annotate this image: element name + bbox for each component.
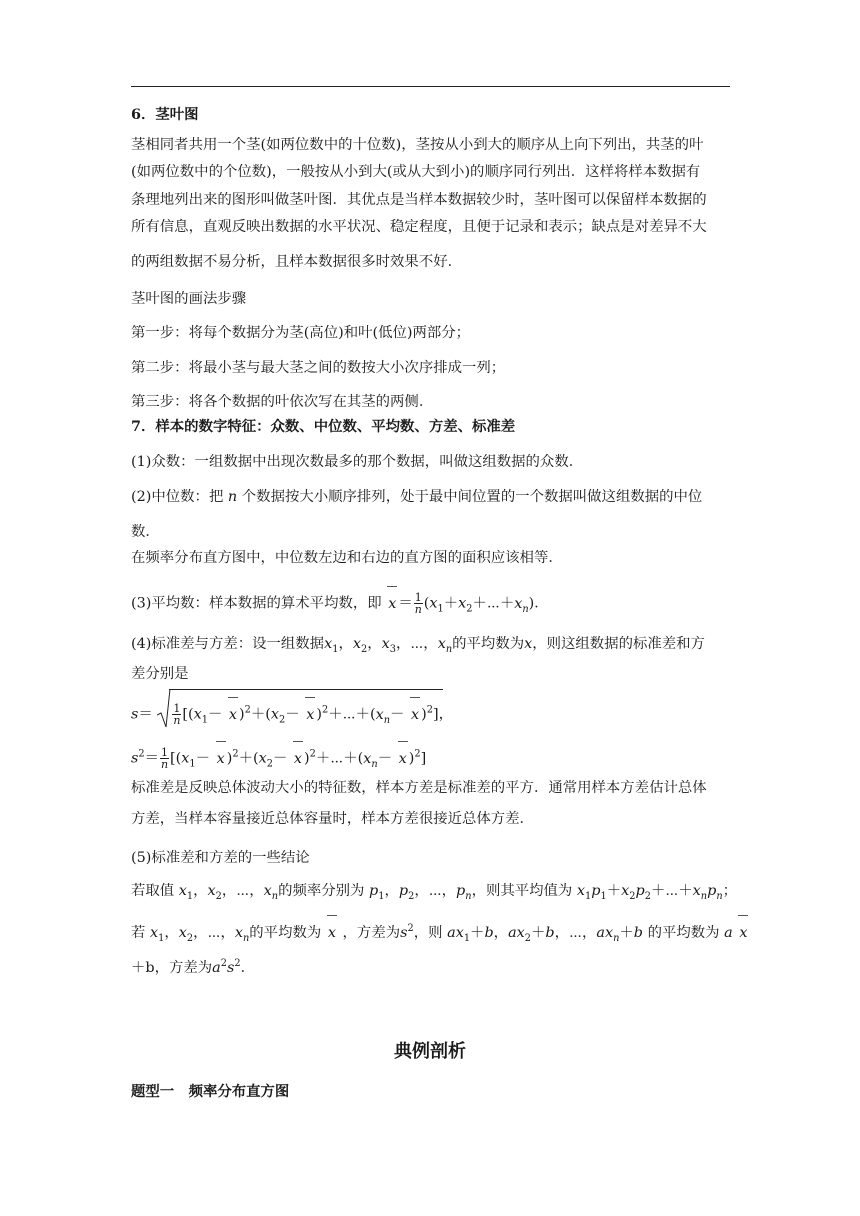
sd-note-line-1: 标准差是反映总体波动大小的特征数，样本方差是标准差的平方．通常用样本方差估计总体 <box>131 780 707 796</box>
step-2: 第二步：将最小茎与最大茎之间的数按大小次序排成一列； <box>131 360 506 376</box>
section-7-heading: 7．样本的数字特征：众数、中位数、平均数、方差、标准差 <box>131 418 516 435</box>
median-definition: (2)中位数：把 n 个数据按大小顺序排列，处于最中间位置的一个数据叫做这组数据的中位 <box>131 489 703 505</box>
median-definition-end: 数． <box>131 524 160 540</box>
sd-note-line-2: 方差，当样本容量接近总体容量时，样本方差很接近总体方差． <box>131 811 534 827</box>
fraction: $\frac{1}{n}$ <box>414 591 422 616</box>
step-3: 第三步：将各个数据的叶依次写在其茎的两侧． <box>131 394 434 410</box>
paragraph-line: 的两组数据不易分析，且样本数据很多时效果不好． <box>131 254 462 270</box>
section-title: 典例剖析 <box>394 1041 466 1062</box>
paragraph-line: (如两位数中的个位数)，一般按从小到大(或从大到小)的顺序同行列出．这样将样本数据有 <box>131 164 701 180</box>
conclusion-2-end: ＋b，方差为$a^2s^2$． <box>131 958 256 976</box>
conclusions-title: (5)标准差和方差的一些结论 <box>131 850 310 866</box>
mean-definition: (3)平均数：样本数据的算术平均数，即 x ＝ $\frac{1}{n}$ $(x_1+x_2+\cdots+x_n)$． <box>131 591 549 616</box>
steps-title: 茎叶图的画法步骤 <box>131 291 247 307</box>
mean-symbol: x <box>388 595 397 612</box>
median-note: 在频率分布直方图中，中位数左边和右边的直方图的面积应该相等． <box>131 550 563 566</box>
type-heading: 题型一 频率分布直方图 <box>131 1083 290 1100</box>
sd-definition: (4)标准差与方差：设一组数据$x_1$，$x_2$，$x_3$，⋯，$x_n$的平均数为x，则这组数据的标准差和方 <box>131 636 705 655</box>
sd-formula: s＝ $\frac{1}{n}$ [($x_1- x$ )$^2+(x_2- x$ )$^2+\cdots+(x_n- x$ )$^2$]， <box>131 703 453 726</box>
paragraph-line: 所有信息，直观反映出数据的水平状况、稳定程度，且便于记录和表示；缺点是对差异不大 <box>131 219 707 235</box>
variance-formula: $s^2=$ $\frac{1}{n}$ [($x_1- x$ )$^2+(x_2- x$ )$^2+\cdots+(x_n- x$ )$^2$] <box>131 746 427 771</box>
mode-definition: (1)众数：一组数据中出现次数最多的那个数据，叫做这组数据的众数． <box>131 454 584 470</box>
section-6-heading: 6．茎叶图 <box>131 106 199 123</box>
conclusion-1: 若取值 $x_1$，$x_2$，⋯，$x_n$的频率分别为 $p_1$，$p_2$，⋯，$p_n$，则其平均值为 $x_1p_1+x_2p_2+\cdots+x_np_n$； <box>131 883 738 902</box>
sqrt-sign: $\frac{1}{n}$ [($x_1- x$ )$^2+(x_2- x$ )$^2+\cdots+(x_n- x$ )$^2$] <box>157 703 438 726</box>
conclusion-2: 若 $x_1$，$x_2$，⋯，$x_n$的平均数为 x ，方差为$s^2$，则 $ax_1+b$，$ax_2+b$，⋯，$ax_n+b$ 的平均数为 a x <box>131 923 748 944</box>
paragraph-line: 条理地列出来的图形叫做茎叶图．其优点是当样本数据较少时，茎叶图可以保留样本数据的 <box>131 192 707 208</box>
sd-definition-end: 差分别是 <box>131 666 189 682</box>
step-1: 第一步：将每个数据分为茎(高位)和叶(低位)两部分； <box>131 325 471 341</box>
header-rule <box>131 86 730 87</box>
paragraph-line: 茎相同者共用一个茎(如两位数中的十位数)，茎按从小到大的顺序从上向下列出，共茎的叶 <box>131 137 704 153</box>
